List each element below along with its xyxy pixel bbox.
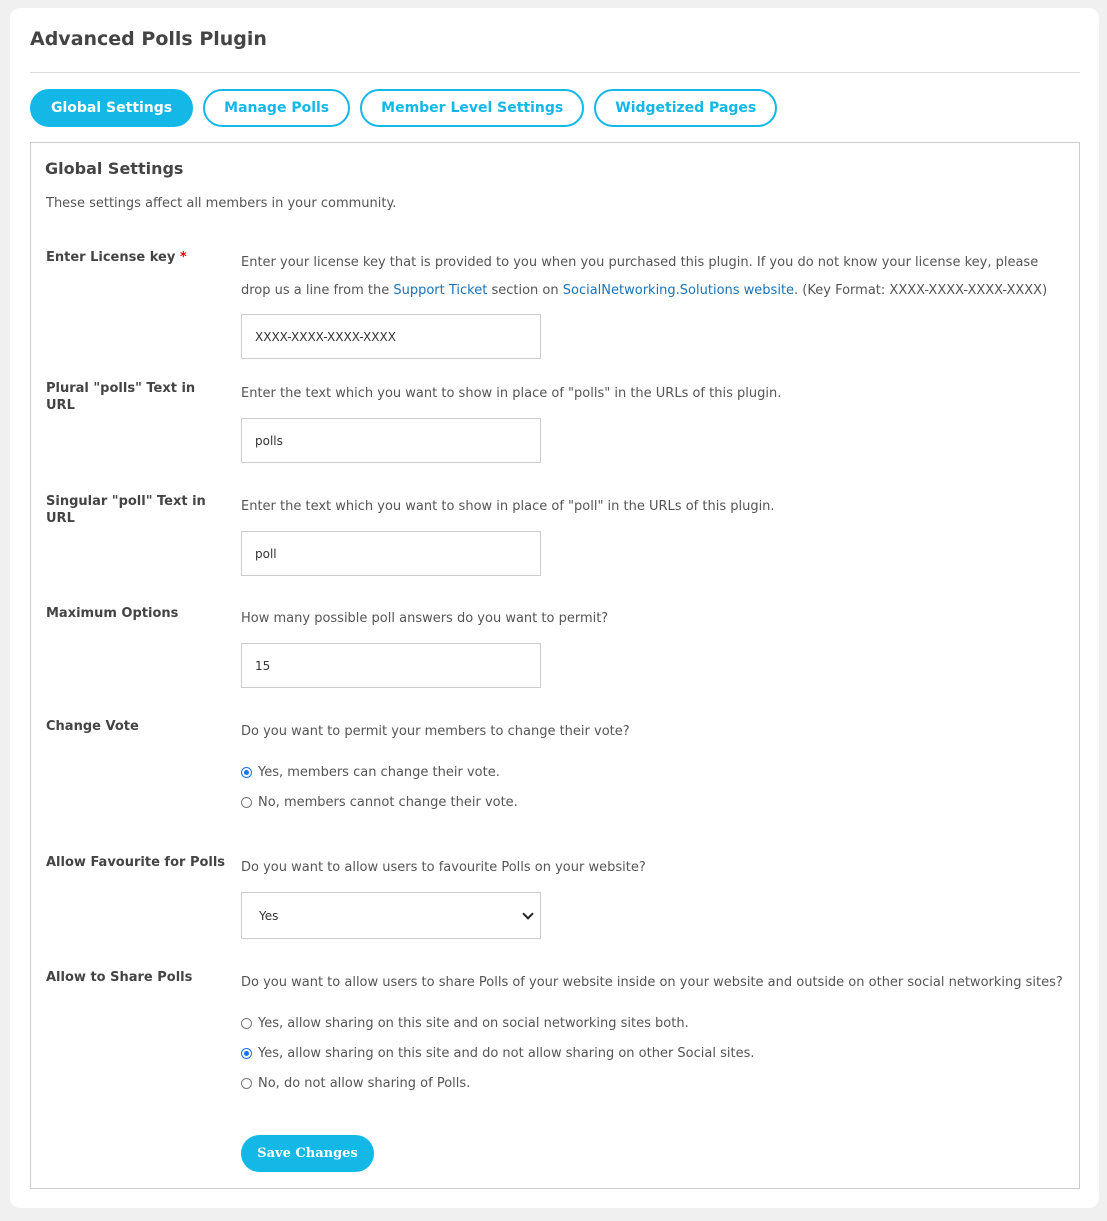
settings-card <box>10 8 1099 1208</box>
change-vote-field <box>241 718 1071 817</box>
save-changes-button[interactable]: Save Changes <box>241 1135 374 1172</box>
license-key-input[interactable] <box>241 314 541 359</box>
favourite-field <box>241 854 1071 939</box>
change-vote-label: Change Vote <box>46 719 139 734</box>
radio-unchecked-icon[interactable] <box>241 797 252 808</box>
tab-global-settings[interactable]: Global Settings <box>30 89 193 127</box>
change-vote-yes-option[interactable]: Yes, members can change their vote. <box>241 757 1071 787</box>
share-hint: Do you want to allow users to share Polls of your website inside on your website and outside on other social networking sites? <box>241 975 1063 990</box>
radio-checked-icon[interactable] <box>241 1048 252 1059</box>
share-site-only-option[interactable]: Yes, allow sharing on this site and do not allow sharing on other Social sites. <box>241 1038 1071 1068</box>
panel-title: Global Settings <box>45 159 184 178</box>
favourite-label: Allow Favourite for Polls <box>46 855 226 870</box>
favourite-hint: Do you want to allow users to favourite Polls on your website? <box>241 860 646 875</box>
share-none-option[interactable]: No, do not allow sharing of Polls. <box>241 1068 1071 1098</box>
support-ticket-link[interactable]: Support Ticket <box>393 283 488 298</box>
license-key-label: Enter License key * <box>46 250 187 265</box>
global-settings-panel <box>30 142 1080 1189</box>
license-key-hint: Enter your license key that is provided to you when you purchased this plugin. If you do not know your license key, please drop us a line from the Support Ticket section on SocialNetworking.Solutions website. (Key Format: XXXX-XXXX-XXXX-XXXX) <box>241 255 1048 298</box>
title-divider <box>30 72 1080 73</box>
singular-url-field <box>241 493 1071 576</box>
tab-widgetized-pages[interactable]: Widgetized Pages <box>594 89 777 127</box>
max-options-hint: How many possible poll answers do you want to permit? <box>241 611 609 626</box>
plural-url-input[interactable] <box>241 418 541 463</box>
chevron-down-icon <box>522 908 533 919</box>
singular-url-hint: Enter the text which you want to show in place of "poll" in the URLs of this plugin. <box>241 499 775 514</box>
radio-unchecked-icon[interactable] <box>241 1018 252 1029</box>
favourite-select[interactable] <box>241 892 541 939</box>
radio-checked-icon[interactable] <box>241 767 252 778</box>
radio-unchecked-icon[interactable] <box>241 1078 252 1089</box>
share-both-option[interactable]: Yes, allow sharing on this site and on social networking sites both. <box>241 1008 1071 1038</box>
sns-website-link[interactable]: SocialNetworking.Solutions website <box>562 283 795 298</box>
plural-url-hint: Enter the text which you want to show in place of "polls" in the URLs of this plugin. <box>241 386 782 401</box>
panel-description: These settings affect all members in your community. <box>46 196 397 211</box>
share-label: Allow to Share Polls <box>46 970 193 985</box>
singular-url-input[interactable] <box>241 531 541 576</box>
tab-manage-polls[interactable]: Manage Polls <box>203 89 350 127</box>
change-vote-no-option[interactable]: No, members cannot change their vote. <box>241 787 1071 817</box>
change-vote-options <box>241 757 1071 817</box>
change-vote-hint: Do you want to permit your members to change their vote? <box>241 724 630 739</box>
max-options-input[interactable] <box>241 643 541 688</box>
max-options-label: Maximum Options <box>46 606 179 621</box>
share-options <box>241 1008 1071 1098</box>
share-field <box>241 969 1071 1098</box>
max-options-field <box>241 605 1071 688</box>
license-key-field <box>241 249 1071 359</box>
singular-url-label: Singular "poll" Text in URL <box>46 494 206 526</box>
tab-member-level-settings[interactable]: Member Level Settings <box>360 89 584 127</box>
plural-url-field <box>241 380 1071 463</box>
tab-bar <box>30 89 787 127</box>
favourite-select-value: Yes <box>259 908 279 923</box>
plural-url-label: Plural "polls" Text in URL <box>46 381 196 413</box>
page-title: Advanced Polls Plugin <box>30 28 267 50</box>
required-mark: * <box>179 250 187 265</box>
